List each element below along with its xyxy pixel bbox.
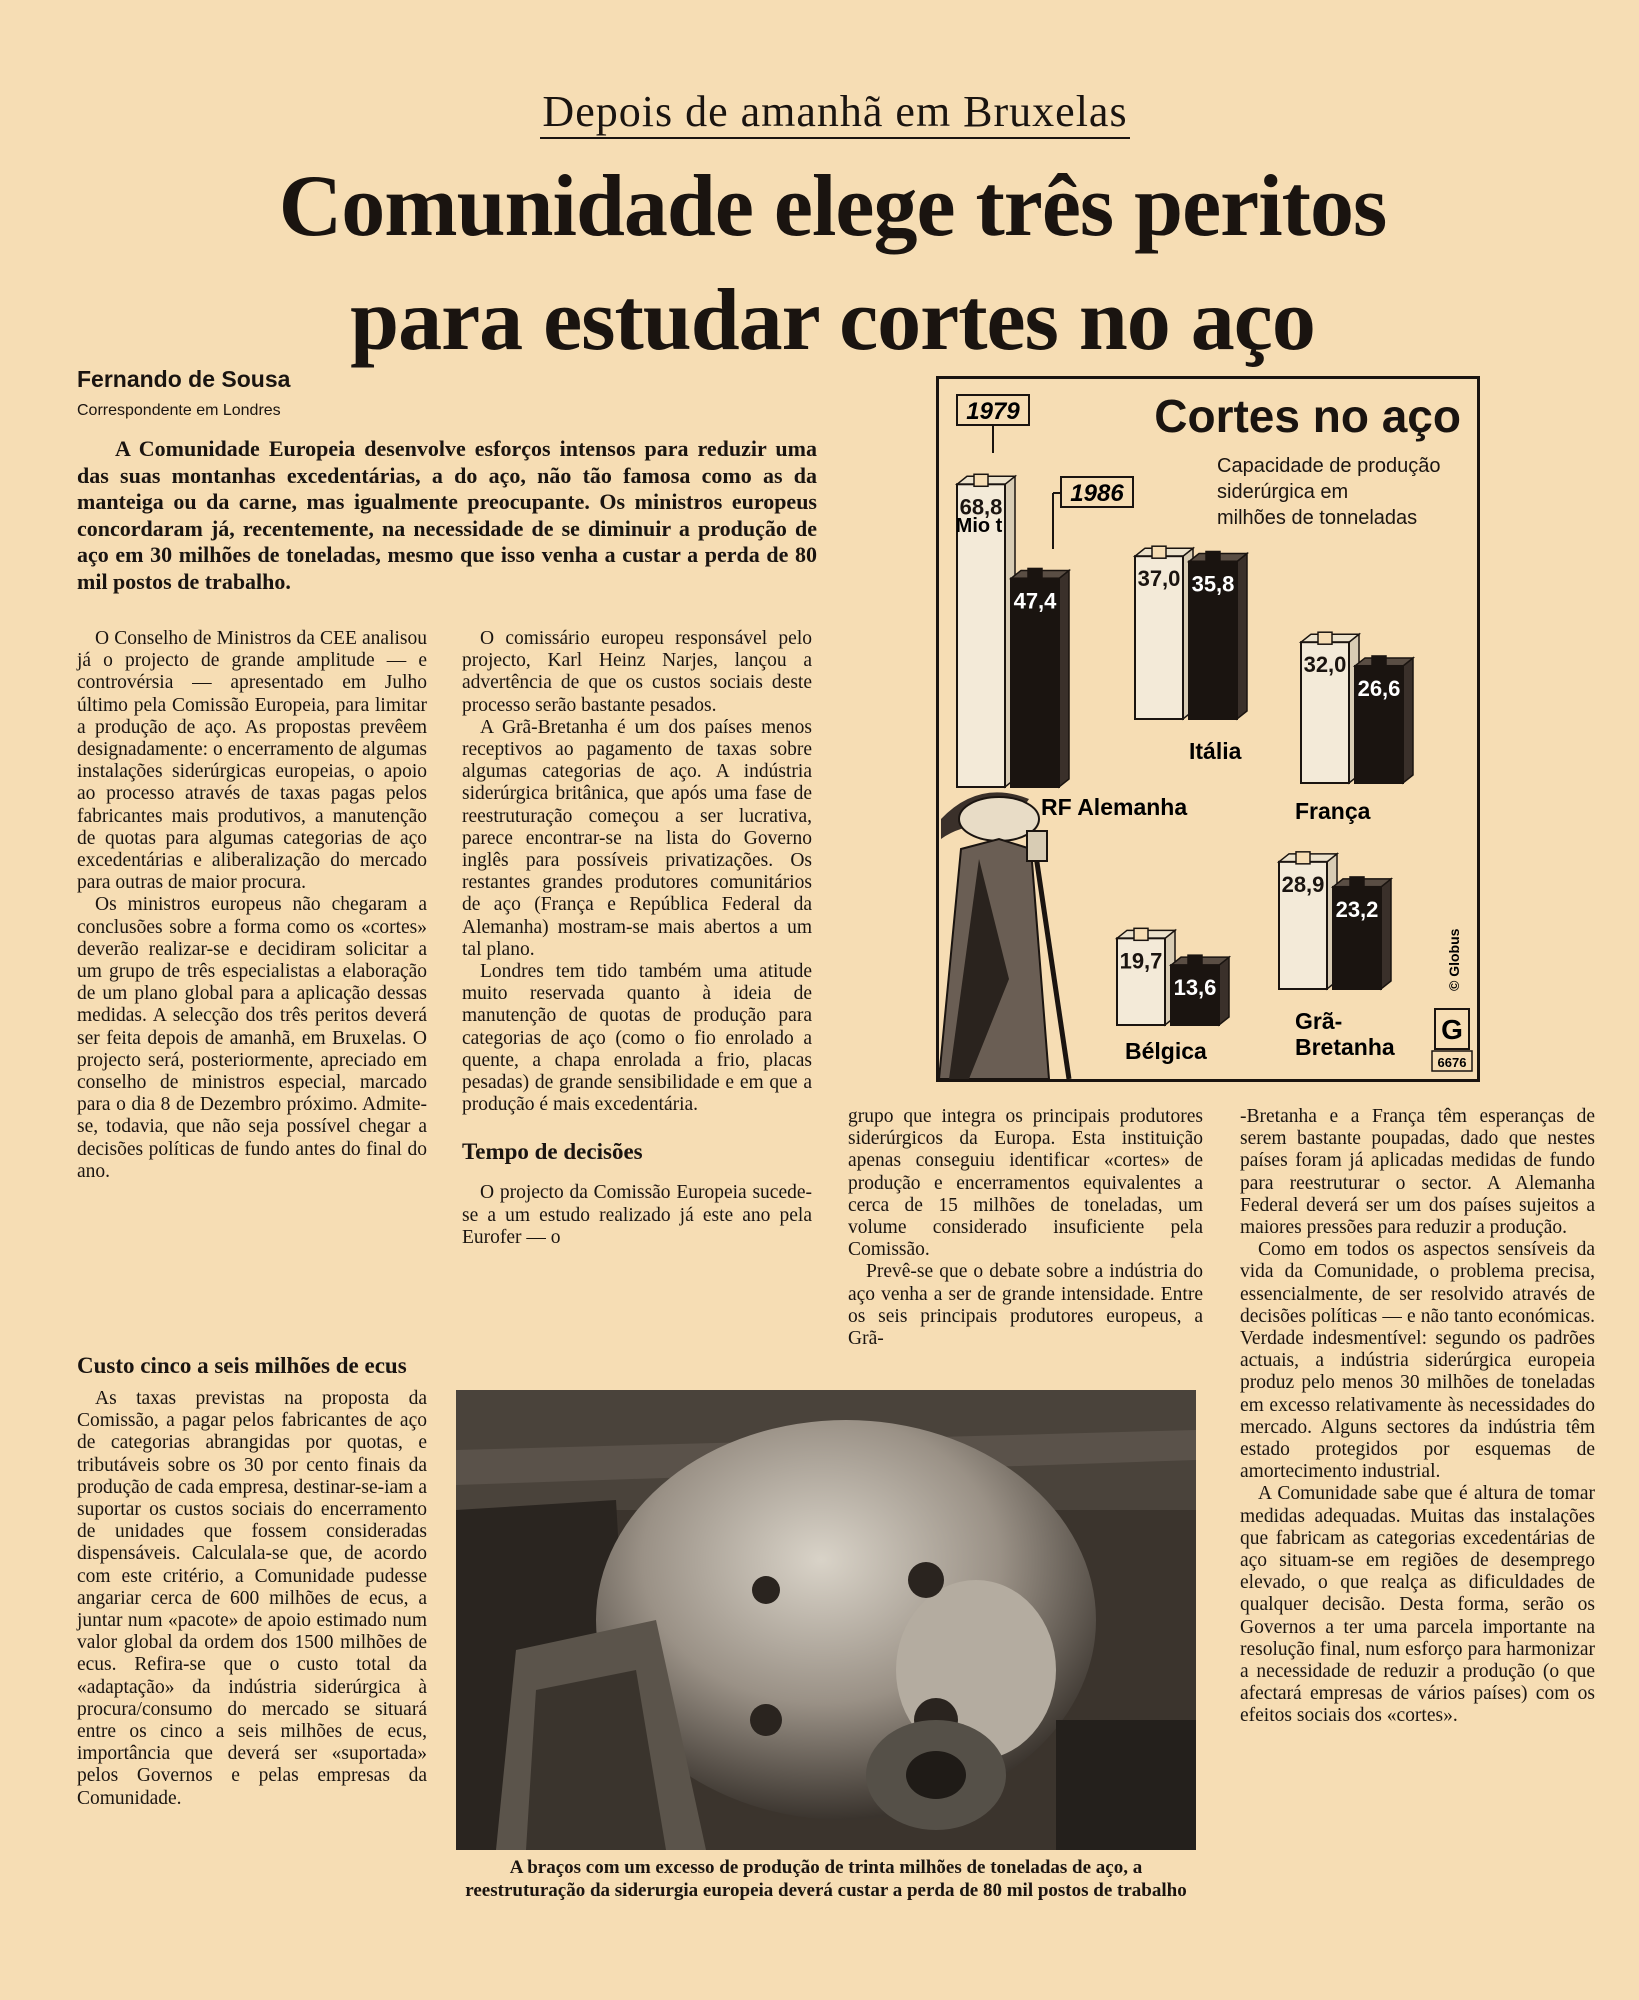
column-2 [462,628,812,1249]
year-label: 1986 [1070,480,1124,507]
bar-value-label: 32,0 [1303,652,1347,678]
globus-logo [1432,1009,1472,1071]
bar-bélgica-1979 [1117,928,1175,1025]
country-label: Grã- [1295,1008,1343,1034]
country-label: RF Alemanha [1041,794,1188,820]
headline-line-2: para estudar cortes no aço [350,272,1315,369]
chart-title: Cortes no aço [1154,390,1461,442]
paragraph: grupo que integra os principais produtores siderúrgicos da Europa. Esta instituição apenas conseguiu identificar «cortes» de produção e encerramentos equivalentes a cerca de 15 milhões de toneladas, um volume considerado insuficiente pela Comissão. [848,1106,1203,1261]
chart-plot [939,379,1477,1079]
steel-cuts-chart [936,376,1480,1082]
year-flag-1986 [1053,477,1133,549]
chart-subtitle-line: siderúrgica em [1217,481,1349,503]
bar-value-label: 23,2 [1335,896,1379,922]
bar-value-label: 68,8 [959,494,1003,520]
bar-value-label: 26,6 [1357,675,1401,701]
paragraph: Prevê-se que o debate sobre a indústria do aço venha a ser de grande intensidade. Entre os seis principais produtores europeus, a Grã- [848,1261,1203,1350]
column-3 [848,1106,1203,1350]
column-4 [1240,1106,1595,1728]
unit-label: Mio t [955,515,1003,537]
paragraph: A Comunidade sabe que é altura de tomar medidas adequadas. Muitas das instalações que fabricam as categorias excedentárias de aço situam-se em regiões de desemprego elevado, o que realça as dificuldades de qualquer decisão. Desta forma, serão os Governos a ter uma parcela importante na resolução final, num esforço para harmonizar a necessidade de reduzir a produção (o que afectará empresas de vários países) com os efeitos sociais dos «cortes». [1240,1483,1595,1727]
chart-subtitle-line: milhões de tonneladas [1217,507,1418,529]
paragraph: Como em todos os aspectos sensíveis da vida da Comunidade, o problema precisa, essencialmente, de ser resolvido através de decisões políticas — e não tanto económicas. Verdade indesmentível: segundo os padrões actuais, a indústria siderúrgica europeia produz pelo menos 30 milhões de toneladas em excesso relativamente às necessidades do mercado. Alguns sectores da indústria têm estado protegidos por esquemas de amortecimento industrial. [1240,1239,1595,1483]
subheading: Custo cinco a seis milhões de ecus [77,1353,407,1378]
paragraph: O Conselho de Ministros da CEE analisou já o projecto de grande amplitude — e controvérsia — apresentado em Julho último pela Comissão Europeia, para limitar a produção de aço. As propostas prevêem designadamente: o encerramento de algumas instalações siderúrgicas europeias, o apoio ao processo através de taxas pagas pelos fabricantes mais produtivos, a manutenção de quotas para algumas categorias de aço excedentárias e aliberalização do mercado para outras de maior procura. [77,628,427,894]
paragraph: Os ministros europeus não chegaram a conclusões sobre a forma como os «cortes» deverão realizar-se e decidiram solicitar a um grupo de três especialistas a elaboração de um plano global para a aplicação dessas medidas. A selecção dos três peritos deverá ser feita depois de amanhã, em Bruxelas. O projecto será, posteriormente, apreciado em conselho de ministros especial, marcado para o dia 8 de Dezembro próximo. Admite-se, todavia, que não seja possível chegar a decisões políticas de fundo antes do final do ano. [77,894,427,1182]
steelworker-illustration [939,792,1069,1079]
bar-value-label: 13,6 [1173,975,1217,1001]
steel-plant-photo [456,1390,1196,1850]
bar-grã-bretanha-1986 [1333,877,1391,989]
photo-caption: A braços com um excesso de produção de trinta milhões de toneladas de aço, a reestruturação da siderurgia europeia deverá custar a perda de 80 mil postos de trabalho [465,1857,1187,1901]
author-role: Correspondente em Londres [77,402,281,419]
bar-value-label: 35,8 [1191,571,1235,597]
logo-letter: G [1441,1014,1463,1045]
country-label: Bélgica [1125,1038,1207,1064]
bar-value-label: 37,0 [1137,566,1181,592]
bar-value-label: 28,9 [1281,871,1325,897]
paragraph: As taxas previstas na proposta da Comissão, a pagar pelos fabricantes de aço de categorias abrangidas por quotas, e tributáveis sobre os 30 por cento finais da produção de cada empresa, destinar-se-iam a suportar os custos sociais do encerramento de unidades que fossem consideradas dispensáveis. Calculala-se que, de acordo com este critério, a Comunidade pudesse angariar cerca de 600 milhões de ecus, a juntar num «pacote» de apoio estimado num valor global da ordem dos 1500 milhões de ecus. Refira-se que o custo total da «adaptação» da indústria siderúrgica à procura/consumo do mercado se situará entre os cinco a seis milhões de ecus, importância que deverá ser «suportada» pelos Governos e pelas empresas da Comunidade. [77,1388,427,1809]
headline [0,150,1639,378]
paragraph: Londres tem tido também uma atitude muito reservada quanto à ideia de manutenção de quotas de produção para categorias de aço (como o fio enrolado a quente, a chapa enrolada a frio, placas pesadas) de grande sensibilidade e em que a produção é mais excedentária. [462,961,812,1116]
subheading: Tempo de decisões [462,1139,643,1165]
paragraph: O projecto da Comissão Europeia sucede-se a um estudo realizado já este ano pela Eurofer — o [462,1182,812,1248]
column-1 [77,628,427,1183]
paragraph: -Bretanha e a França têm esperanças de serem bastante poupadas, dado que nestes países foram já aplicadas medidas de fundo para reestruturar o sector. A Alemanha Federal deverá ser um dos países sujeitos a maiores pressões para reduzir a produção. [1240,1106,1595,1239]
paragraph: A Grã-Bretanha é um dos países menos receptivos ao pagamento de taxas sobre algumas categorias de aço. A indústria siderúrgica britânica, que após uma fase de reestruturação começou a ser lucrativa, parece encontrar-se na lista do Governo inglês para possíveis privatizações. Os restantes grandes produtores comunitários de aço (França e República Federal da Alemanha) mostram-se mais abertos a um tal plano. [462,716,812,960]
kicker-text: Depois de amanhã em Bruxelas [540,87,1129,139]
photo-image [456,1390,1196,1850]
kicker [0,86,1639,137]
chart-source: © Globus [1446,928,1462,991]
year-label: 1979 [966,398,1020,425]
country-label: Bretanha [1295,1034,1395,1060]
country-label: Itália [1189,738,1242,764]
bar-value-label: 47,4 [1013,588,1057,614]
author-name: Fernando de Sousa [77,366,291,392]
chart-code: 6676 [1437,1055,1467,1070]
column-1-continued [77,1344,427,1810]
country-label: França [1295,798,1371,824]
headline-line-1: Comunidade elege três peritos [278,158,1387,255]
chart-subtitle-line: Capacidade de produção [1217,455,1441,477]
paragraph: O comissário europeu responsável pelo projecto, Karl Heinz Narjes, lançou a advertência de que os custos sociais deste processo serão bastante pesados. [462,628,812,716]
year-flag-1979 [957,395,1029,453]
bar-value-label: 19,7 [1119,948,1163,974]
lead-paragraph: A Comunidade Europeia desenvolve esforços intensos para reduzir uma das suas montanhas excedentárias, a do aço, não tão famosa como as da manteiga ou da carne, mas igualmente preocupante. Os ministros europeus concordaram já, recentemente, na necessidade de se diminuir a produção de aço em 30 milhões de toneladas, mesmo que isso venha a custar a perda de 80 mil postos de trabalho. [77,436,817,594]
